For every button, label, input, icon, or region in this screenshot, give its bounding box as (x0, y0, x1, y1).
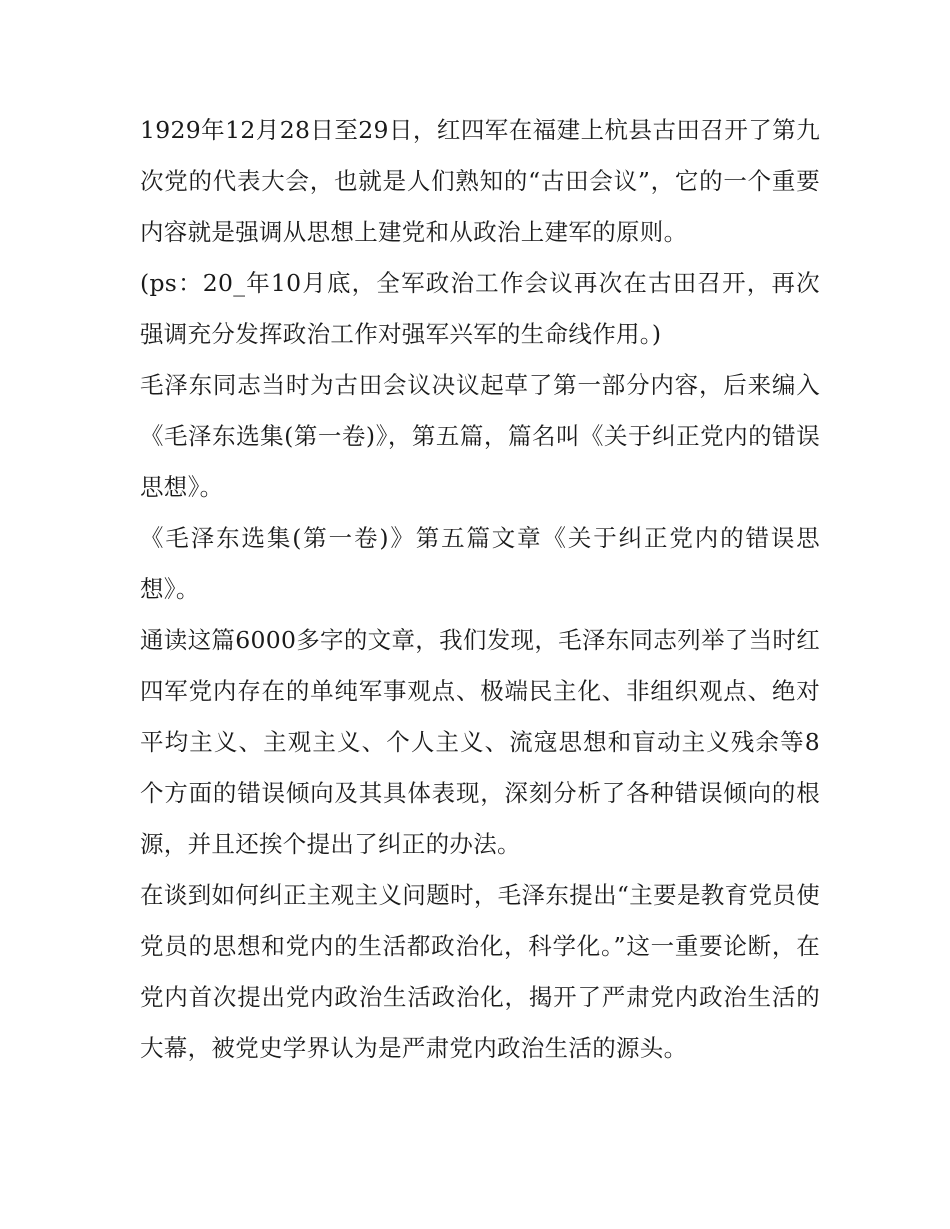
paragraph-subjectivism: 在谈到如何纠正主观主义问题时，毛泽东提出“主要是教育党员使党员的思想和党内的生活都政治化，科学化。”这一重要论断，在党内首次提出党内政治生活政治化，揭开了严肃党内政治生活的大幕，被党史学界认为是严肃党内政治生活的源头。 (140, 881, 820, 1062)
paragraph-selected-works: 《毛泽东选集(第一卷)》第五篇文章《关于纠正党内的错误思想》。 (140, 524, 820, 603)
document-body (140, 105, 820, 1074)
paragraph-ps-note: (ps：20_年10月底，全军政治工作会议再次在古田召开，再次强调充分发挥政治工作对强军兴军的生命线作用。) (140, 269, 820, 348)
paragraph-mao-draft: 毛泽东同志当时为古田会议决议起草了第一部分内容，后来编入《毛泽东选集(第一卷)》，第五篇，篇名叫《关于纠正党内的错误思想》。 (140, 371, 820, 501)
paragraph-error-tendencies: 通读这篇6000多字的文章，我们发现，毛泽东同志列举了当时红四军党内存在的单纯军事观点、极端民主化、非组织观点、绝对平均主义、主观主义、个人主义、流寇思想和盲动主义残余等8个方面的错误倾向及其具体表现，深刻分析了各种错误倾向的根源，并且还挨个提出了纠正的办法。 (140, 626, 820, 858)
paragraph-gutian-meeting: 1929年12月28日至29日，红四军在福建上杭县古田召开了第九次党的代表大会，也就是人们熟知的“古田会议”，它的一个重要内容就是强调从思想上建党和从政治上建军的原则。 (140, 116, 820, 246)
